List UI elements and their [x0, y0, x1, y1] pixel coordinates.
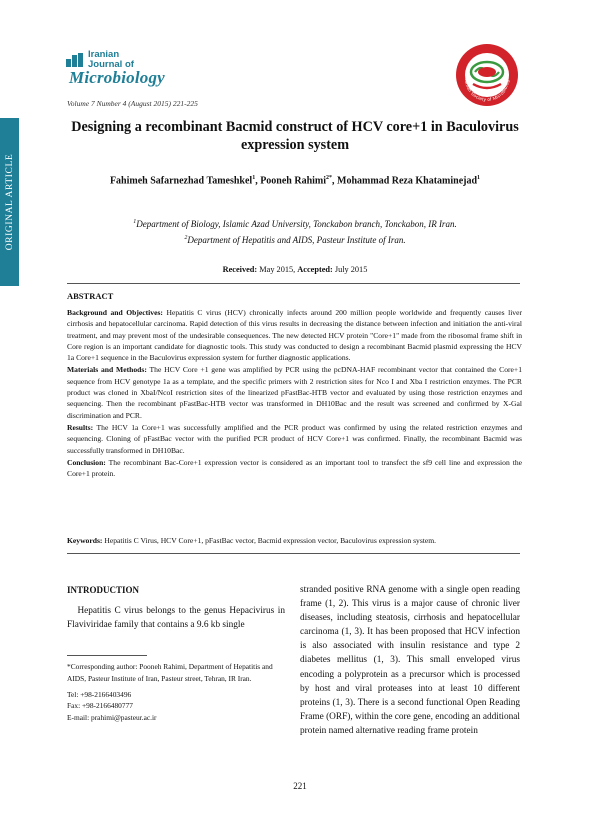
- page-number: 221: [293, 781, 307, 791]
- intro-column-2: stranded positive RNA genome with a single open reading frame (1, 2). This virus is a major cause of chronic liver diseases, including steatosis, cirrhosis and hepatocellular carcinoma (1, 3). It has been proposed that HCV infection is also associated with insulin resistance and type 2 diabetes mellitus (1, 3). This small enveloped virus encoding a polyprotein as a precursor which is processed by host and viral proteases into at least 10 different proteins (1, 3). There is a second functional Open Reading Frame (ORF), within the core gene, encoding an additional protein named alternative reading frame protein: [300, 585, 520, 736]
- abstract-methods: Materials and Methods: The HCV Core +1 gene was amplified by PCR using the pcDNA-HAF recombinant vector that contained the Core+1 sequence from HCV genotype 1a as a template, and the specific primers with 2 restriction sites for Nco I and Xba I restriction enzymes. The PCR product was cloned in XbaI/NcoI restriction sites of the linearized pFastBac-HTB vector and evaluated by using those restriction enzymes and sequencing. Then the recombinant pFastBac-HTB vector was transformed in DH10Bac and the result was screened and confirmed by X-Gal discrimination and PCR.: [67, 365, 522, 420]
- journal-name-top: Iranian Journal of: [88, 49, 134, 70]
- abstract-results: Results: The HCV 1a Core+1 was successfully amplified and the PCR product was confirmed by using the related restriction enzymes and sequencing. Cloning of pFastBac vector with the purified PCR product of HCV Core+1 was confirmed. Finally, the recombinant Bacmid was successfully transformed in DH10Bac.: [67, 422, 522, 455]
- intro-paragraph: Hepatitis C virus belongs to the genus Hepacivirus in Flaviviridae family that contains a 9.6 kb single: [67, 606, 285, 630]
- keywords: Keywords: Hepatitis C Virus, HCV Core+1, pFastBac vector, Bacmid expression vector, Baculovirus expression system.: [67, 536, 437, 545]
- abstract-body: [67, 307, 522, 480]
- journal-name-main: Microbiology: [69, 68, 165, 87]
- abstract-background: Background and Objectives: Hepatitis C virus (HCV) chronically infects around 200 million people worldwide and frequently causes liver cirrhosis and hepatocellular carcinoma. Rapid detection of this virus results in decreasing the distance between infection and initiation the anti-viral treatment, and may prevent most of the undesirable consequences. The new detected HCV protein "Core+1" made from the ribosomal frame shift in Core region is an important candidate for diagnostic tools. This study was conducted to design a recombinant Bacmid plasmid expressing the HCV 1a Core+1 sequence in the Baculovirus expression system for further diagnostic applications.: [67, 308, 522, 363]
- society-seal-logo: [455, 43, 519, 107]
- received-accepted: Received: May 2015, Accepted: July 2015: [222, 265, 368, 274]
- abstract-conclusion: Conclusion: The recombinant Bac-Core+1 expression vector is considered as an important tool to transfect the sf9 cell line and expression the Core+1 protein.: [67, 457, 522, 479]
- author-name: Fahimeh Safarnezhad Tameshkel: [109, 175, 253, 187]
- divider: [67, 553, 520, 554]
- journal-logo: [66, 47, 226, 97]
- affiliations: [60, 215, 530, 247]
- article-type-sidebar: [0, 118, 19, 286]
- author-name: Mohammad Reza Khataminejad: [337, 175, 478, 187]
- email-link[interactable]: E-mail: prahimi@pasteur.ac.ir: [67, 713, 157, 723]
- author-list: Fahimeh Safarnezhad Tameshkel$^1$, Pooneh Rahimi$^{2*}$, Mohammad Reza Khataminejad$^1$: [109, 175, 481, 187]
- article-type-label: ORIGINAL ARTICLE: [4, 153, 15, 251]
- volume-line: Volume 7 Number 4 (August 2015) 221-225: [67, 99, 198, 108]
- article-title: Designing a recombinant Bacmid construct of HCV core+1 in Baculovirus expression system: [71, 119, 519, 153]
- footnote-rule: [67, 655, 147, 656]
- author-name: Pooneh Rahimi: [260, 175, 327, 187]
- correspondence-footnote: *Corresponding author: Pooneh Rahimi, Department of Hepatitis and AIDS, Pasteur Institute of Iran, Pasteur street, Tehran, IR Iran. Tel: +98-2166403496 Fax: +98-2166480777 E-mail: prahimi@pasteur.ac.ir: [67, 661, 285, 724]
- affiliation-line: $^2$Department of Hepatitis and AIDS, Pasteur Institute of Iran.: [184, 235, 406, 245]
- abstract-heading: ABSTRACT: [67, 291, 114, 301]
- intro-heading: INTRODUCTION: [67, 585, 140, 595]
- seal-text: ranian Society of Microbiolog: [463, 78, 511, 103]
- logo-bars-icon: [66, 53, 86, 67]
- divider: [67, 283, 520, 284]
- affiliation-line: $^1$Department of Biology, Islamic Azad University, Tonckabon branch, Tonckabon, IR Iran.: [133, 219, 457, 229]
